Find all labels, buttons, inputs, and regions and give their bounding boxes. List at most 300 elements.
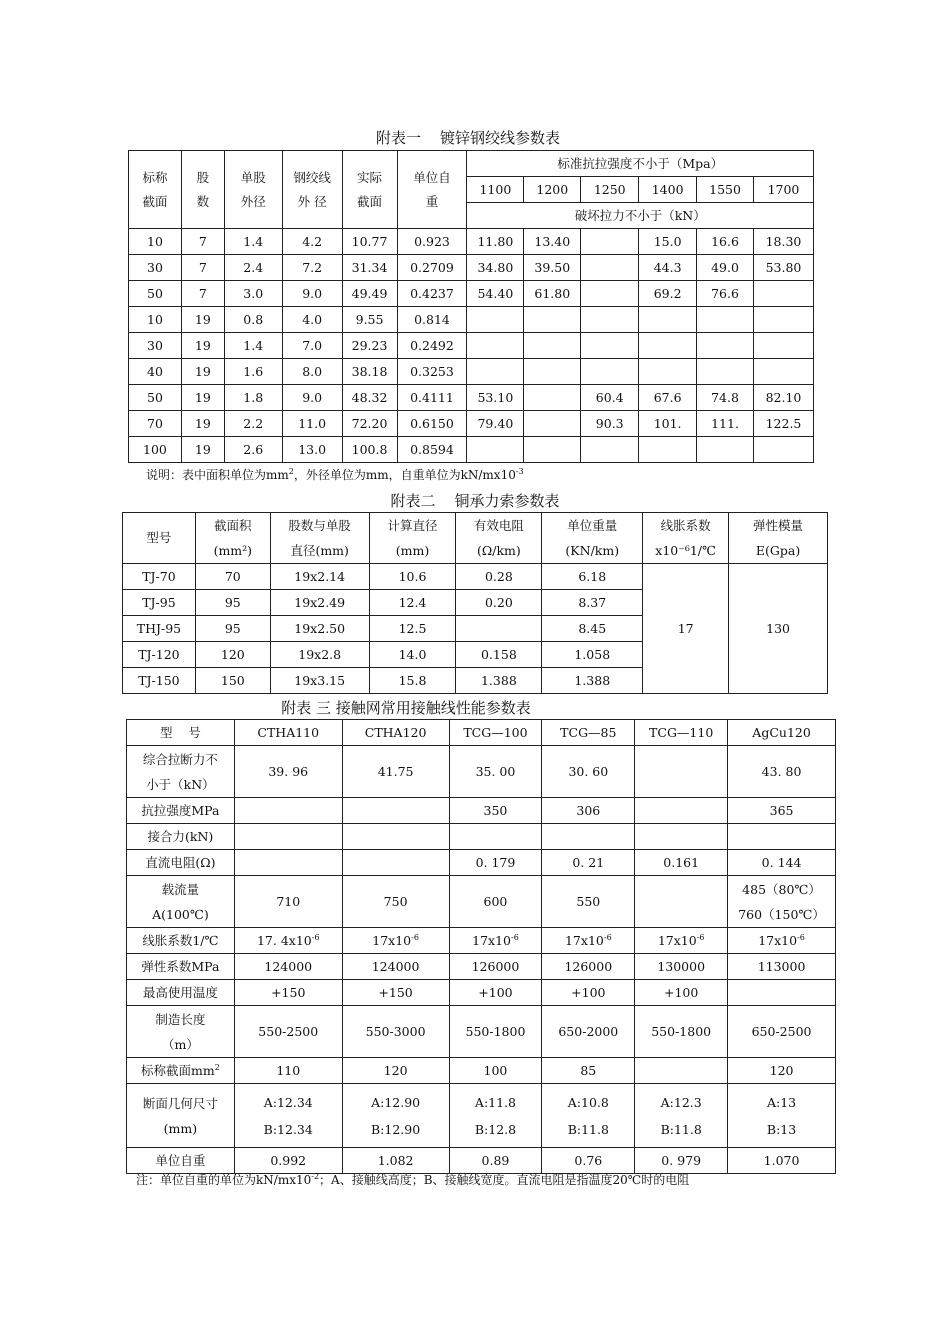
table1-row	[129, 281, 814, 307]
cell-line: 直径(mm)	[290, 543, 349, 558]
table2-cell: 150	[195, 668, 270, 694]
exponent: -6	[411, 932, 419, 942]
table1-cell: 16.6	[697, 229, 754, 255]
table3-cell	[635, 876, 728, 928]
cell-line: A:12.3	[660, 1094, 702, 1110]
table1-cell	[697, 307, 754, 333]
table3-cell: 0. 179	[449, 850, 542, 876]
table1-cell: 39.50	[524, 255, 581, 281]
cell-line: 485（80℃）	[742, 881, 821, 897]
table1-cell: 10	[129, 307, 182, 333]
table1-strength: 1400	[639, 177, 697, 203]
table1-strength: 1700	[753, 177, 813, 203]
table3-model-header: TCG—110	[635, 720, 728, 746]
table3-cell: 85	[542, 1058, 635, 1084]
table1-body	[129, 229, 814, 463]
table1-cell	[581, 333, 639, 359]
table2-header-cell	[195, 513, 270, 564]
table1-cell: 0.2492	[397, 333, 467, 359]
table3-cell	[728, 928, 836, 954]
table3-cell: 120	[728, 1058, 836, 1084]
table1-cell	[467, 359, 524, 385]
table1-row	[129, 411, 814, 437]
table3-cell: 350	[449, 798, 542, 824]
cell-line: B:12.34	[263, 1121, 313, 1137]
table1-cell: 9.0	[282, 281, 342, 307]
cell-line: A:13	[766, 1094, 797, 1110]
table3-cell: 550-1800	[449, 1006, 542, 1058]
table3-row-label	[127, 876, 235, 928]
table1-cell: 9.0	[282, 385, 342, 411]
table3-row-elastic	[127, 954, 836, 980]
table1-cell	[581, 359, 639, 385]
cell-line: B:11.8	[660, 1121, 702, 1137]
table1-header-strands: 股 数	[181, 151, 224, 229]
cell-line: (mm)	[395, 543, 430, 558]
table1-cell	[524, 385, 581, 411]
table1-cell: 2.6	[224, 437, 282, 463]
table1-cell	[753, 307, 813, 333]
table1-cell: 0.4237	[397, 281, 467, 307]
table3-row-expansion	[127, 928, 836, 954]
table1-cell: 29.23	[342, 333, 397, 359]
table1-note: 说明：表中面积单位为$mm^2$，外径单位为mm，自重单位为$kN/mx10^{-3}$	[146, 467, 524, 482]
table1-cell: 11.0	[282, 411, 342, 437]
table2-header-cell: 型号	[123, 513, 196, 564]
table3-cell	[342, 928, 449, 954]
table1-cell	[467, 333, 524, 359]
table1-cell: 2.4	[224, 255, 282, 281]
cell-line: 单位重量	[567, 518, 618, 533]
table3-cell: 0.161	[635, 850, 728, 876]
table3-cell: +100	[449, 980, 542, 1006]
table2-cell	[456, 616, 542, 642]
table1-header-actual-area: 实际 截面	[342, 151, 397, 229]
table2-header-cell	[542, 513, 643, 564]
table3-cell: 1.070	[728, 1148, 836, 1174]
table1-cell: 7	[181, 255, 224, 281]
table3-cell	[728, 980, 836, 1006]
table2-header-cell	[729, 513, 828, 564]
exponent: -6	[696, 932, 705, 942]
table3-cell: 113000	[728, 954, 836, 980]
cell-line: 股数与单股	[288, 518, 351, 533]
table1-cell: 60.4	[581, 385, 639, 411]
table1-cell: 49.0	[697, 255, 754, 281]
cell-line: (KN/km)	[565, 543, 620, 558]
table1-cell: 2.2	[224, 411, 282, 437]
table3-row-label: 最高使用温度	[127, 980, 235, 1006]
table3-cell	[728, 876, 836, 928]
table1-row	[129, 255, 814, 281]
table3-row-max_temp	[127, 980, 836, 1006]
table2-cell: 10.6	[369, 564, 456, 590]
table3-cell	[635, 928, 728, 954]
table3-cell	[728, 1084, 836, 1148]
table3-row-weight	[127, 1148, 836, 1174]
table3-row-label: 接合力(kN)	[127, 824, 235, 850]
table1-cell: 69.2	[639, 281, 697, 307]
table1-cell	[697, 437, 754, 463]
table3-cell: 550-1800	[635, 1006, 728, 1058]
table2-header-cell	[456, 513, 542, 564]
table1-cell: 1.6	[224, 359, 282, 385]
table3-cell: 550	[542, 876, 635, 928]
table3-cell	[234, 1084, 342, 1148]
table3-cell	[728, 824, 836, 850]
table1-cell: 4.0	[282, 307, 342, 333]
table1-cell: 10.77	[342, 229, 397, 255]
table1-cell: 30	[129, 255, 182, 281]
table3-model-header: TCG—85	[542, 720, 635, 746]
table2-cell: 19x2.14	[270, 564, 369, 590]
table1-cell	[581, 281, 639, 307]
table1-strength: 1550	[697, 177, 754, 203]
table1-cell	[524, 411, 581, 437]
table2-cell: TJ-120	[123, 642, 196, 668]
table3-header-label: 型 号	[127, 720, 235, 746]
table1-cell: 7	[181, 281, 224, 307]
table3-model-header: TCG—100	[449, 720, 542, 746]
exponent: 2	[214, 1062, 220, 1072]
table3	[126, 719, 836, 1174]
table1-cell: 7	[181, 229, 224, 255]
table3-cell: 124000	[234, 954, 342, 980]
table1-cell: 19	[181, 437, 224, 463]
table3-cell: 120	[342, 1058, 449, 1084]
table1-cell: 0.814	[397, 307, 467, 333]
table1-cell: 70	[129, 411, 182, 437]
table3-cell: 39. 96	[234, 746, 342, 798]
table1-row	[129, 385, 814, 411]
table3-row-resistance	[127, 850, 836, 876]
table3-row-length	[127, 1006, 836, 1058]
table1-cell: 111.	[697, 411, 754, 437]
table1-cell	[753, 359, 813, 385]
cell-line: 线胀系数	[660, 518, 711, 533]
table1-header-single-dia: 单股 外径	[224, 151, 282, 229]
table1-cell: 40	[129, 359, 182, 385]
table3-row-bond	[127, 824, 836, 850]
table2-cell: 1.058	[542, 642, 643, 668]
table3-cell: 550-3000	[342, 1006, 449, 1058]
label-text: 标称截面mm	[141, 1062, 215, 1078]
table2-cell: 12.4	[369, 590, 456, 616]
exponent: -6	[603, 932, 612, 942]
cell-line: 计算直径	[387, 518, 438, 533]
table2-cell: 70	[195, 564, 270, 590]
cell-line: 弹性模量	[753, 518, 804, 533]
table1-cell: 7.0	[282, 333, 342, 359]
table2-cell: TJ-95	[123, 590, 196, 616]
table1-cell: 90.3	[581, 411, 639, 437]
table2-header-cell	[270, 513, 369, 564]
cell-line: B:13	[766, 1121, 797, 1137]
table1-cell: 19	[181, 411, 224, 437]
table3-model-header: CTHA120	[342, 720, 449, 746]
table1-cell: 79.40	[467, 411, 524, 437]
table1-cell: 72.20	[342, 411, 397, 437]
table3-row-label: 弹性系数MPa	[127, 954, 235, 980]
table2-cell: THJ-95	[123, 616, 196, 642]
table1-cell: 0.8	[224, 307, 282, 333]
cell-line: A(100℃)	[152, 906, 209, 922]
table1-cell: 122.5	[753, 411, 813, 437]
table1-cell: 54.40	[467, 281, 524, 307]
table3-cell	[635, 746, 728, 798]
table3-cell: 35. 00	[449, 746, 542, 798]
table1-cell	[639, 307, 697, 333]
table1-cell	[524, 359, 581, 385]
table2-cell: TJ-70	[123, 564, 196, 590]
table1-cell	[581, 307, 639, 333]
table1-strength: 1200	[524, 177, 581, 203]
table3-row-label: 直流电阻(Ω)	[127, 850, 235, 876]
table1-cell: 67.6	[639, 385, 697, 411]
table1-cell: 9.55	[342, 307, 397, 333]
table2-cell: 19x2.49	[270, 590, 369, 616]
table3-cell	[342, 798, 449, 824]
table2-cell: 19x2.50	[270, 616, 369, 642]
table2-cell: 8.45	[542, 616, 643, 642]
table1-cell: 18.30	[753, 229, 813, 255]
table1-cell: 61.80	[524, 281, 581, 307]
value-text: 17x10	[758, 932, 798, 948]
cell-line: 有效电阻	[473, 518, 524, 533]
table1-cell	[581, 437, 639, 463]
table1-cell: 0.8594	[397, 437, 467, 463]
table1-strength: 1100	[467, 177, 524, 203]
table2-cell: 1.388	[542, 668, 643, 694]
value-text: 17x10	[657, 932, 697, 948]
table3-cell	[234, 928, 342, 954]
table1-cell	[639, 437, 697, 463]
value-text: 17. 4x10	[256, 932, 312, 948]
table2-modulus-cell: 130	[729, 564, 828, 694]
table3-cell: 600	[449, 876, 542, 928]
table1-header-strand-dia: 钢绞线 外 径	[282, 151, 342, 229]
table3-cell	[342, 1084, 449, 1148]
table3-cell: +150	[234, 980, 342, 1006]
table3-cell	[342, 850, 449, 876]
table1-row	[129, 307, 814, 333]
table3-cell	[234, 798, 342, 824]
table1-cell	[581, 229, 639, 255]
table2-header-cell	[643, 513, 729, 564]
table1-cell: 15.0	[639, 229, 697, 255]
exponent: -6	[797, 932, 805, 942]
table1-row	[129, 333, 814, 359]
table1-cell	[467, 437, 524, 463]
table3-row-label	[127, 1006, 235, 1058]
table2-cell: 120	[195, 642, 270, 668]
table1-cell: 19	[181, 307, 224, 333]
value-text: 17x10	[472, 932, 511, 948]
table1-row	[129, 359, 814, 385]
table1-cell: 44.3	[639, 255, 697, 281]
table3-cell	[635, 1084, 728, 1148]
cell-line: 截面积	[214, 518, 252, 533]
table3-cell	[542, 928, 635, 954]
table3-cell: 1.082	[342, 1148, 449, 1174]
table3-cell: 0.89	[449, 1148, 542, 1174]
table3-cell: +100	[542, 980, 635, 1006]
table3-cell: 306	[542, 798, 635, 824]
table2-header-row	[123, 513, 828, 564]
cell-line: B:12.8	[474, 1121, 517, 1137]
table1-cell: 0.4111	[397, 385, 467, 411]
table2-cell: 19x3.15	[270, 668, 369, 694]
table3-cell: 110	[234, 1058, 342, 1084]
table1-header-strength-group: 标准抗拉强度不小于（Mpa）	[467, 151, 814, 177]
table1-cell: 19	[181, 359, 224, 385]
table3-cell: 0.992	[234, 1148, 342, 1174]
table1-cell: 13.40	[524, 229, 581, 255]
table1-cell	[697, 333, 754, 359]
table1-cell: 4.2	[282, 229, 342, 255]
table3-cell: 0. 144	[728, 850, 836, 876]
table1-cell: 100	[129, 437, 182, 463]
table2-cell: 95	[195, 616, 270, 642]
table2-cell: 6.18	[542, 564, 643, 590]
table1-cell: 31.34	[342, 255, 397, 281]
table3-header-row	[127, 720, 836, 746]
table1	[128, 150, 814, 463]
table2-header-cell	[369, 513, 456, 564]
table1-row	[129, 437, 814, 463]
table3-cell: 100	[449, 1058, 542, 1084]
table1-cell: 8.0	[282, 359, 342, 385]
table1-cell: 100.8	[342, 437, 397, 463]
table1-cell: 11.80	[467, 229, 524, 255]
cell-line: A:10.8	[567, 1094, 609, 1110]
table3-row-strength	[127, 798, 836, 824]
cell-line: (Ω/km)	[477, 543, 521, 558]
table1-cell: 19	[181, 333, 224, 359]
table3-row-label: 线胀系数1/℃	[127, 928, 235, 954]
table1-cell: 7.2	[282, 255, 342, 281]
table2-cell: 0.158	[456, 642, 542, 668]
table2	[122, 512, 828, 694]
table2-cell: 14.0	[369, 642, 456, 668]
cell-line: (mm)	[163, 1120, 198, 1136]
cell-line: (mm²)	[213, 543, 253, 558]
table3-cell: 710	[234, 876, 342, 928]
table3-row-label	[127, 746, 235, 798]
table1-cell	[753, 437, 813, 463]
table3-cell	[234, 824, 342, 850]
table1-cell	[524, 437, 581, 463]
table3-row-label	[127, 1058, 235, 1084]
cell-line: B:11.8	[567, 1121, 609, 1137]
table3-cell	[635, 1058, 728, 1084]
value-text: 17x10	[564, 932, 604, 948]
table2-cell: 15.8	[369, 668, 456, 694]
table1-cell	[581, 255, 639, 281]
table3-row-current	[127, 876, 836, 928]
exponent: -6	[511, 932, 519, 942]
table1-row	[129, 229, 814, 255]
table3-model-header: CTHA110	[234, 720, 342, 746]
table2-cell: 19x2.8	[270, 642, 369, 668]
table2-cell: 1.388	[456, 668, 542, 694]
table1-cell: 0.2709	[397, 255, 467, 281]
table1-cell: 1.4	[224, 333, 282, 359]
table3-cell: 650-2000	[542, 1006, 635, 1058]
table2-cell: 95	[195, 590, 270, 616]
table1-cell	[467, 307, 524, 333]
table3-cell	[635, 824, 728, 850]
table1-title: 附表一 镀锌钢绞线参数表	[375, 129, 561, 147]
table1-cell: 1.4	[224, 229, 282, 255]
table3-row-label	[127, 1084, 235, 1148]
table3-body	[127, 720, 836, 1174]
table3-cell	[342, 824, 449, 850]
table1-cell: 74.8	[697, 385, 754, 411]
table3-cell: 650-2500	[728, 1006, 836, 1058]
table3-cell: 0. 21	[542, 850, 635, 876]
table3-row-area	[127, 1058, 836, 1084]
table3-note: 注：单位自重的单位为$kN/mx10^{-2}$；A、接触线高度；B、接触线宽度。直流电阻是指温度20℃时的电阻	[136, 1172, 690, 1187]
table1-cell: 82.10	[753, 385, 813, 411]
exponent: -6	[311, 932, 320, 942]
table3-cell: 126000	[449, 954, 542, 980]
table1-cell	[639, 359, 697, 385]
table1-cell: 0.3253	[397, 359, 467, 385]
table1-cell: 101.	[639, 411, 697, 437]
table1-cell: 50	[129, 281, 182, 307]
table1-cell	[753, 281, 813, 307]
table3-cell: 126000	[542, 954, 635, 980]
table3-cell	[542, 824, 635, 850]
table2-cell: TJ-150	[123, 668, 196, 694]
table1-cell: 30	[129, 333, 182, 359]
table3-cell	[542, 1084, 635, 1148]
table1-cell: 49.49	[342, 281, 397, 307]
table1-header-row1	[129, 151, 814, 177]
table1-cell: 3.0	[224, 281, 282, 307]
table3-cell: +100	[635, 980, 728, 1006]
table3-cell	[449, 1084, 542, 1148]
table1-cell: 38.18	[342, 359, 397, 385]
table1-header-unit-weight: 单位自 重	[397, 151, 467, 229]
table3-cell: +150	[342, 980, 449, 1006]
table3-cell	[635, 798, 728, 824]
table3-title: 附表 三 接触网常用接触线性能参数表	[281, 699, 531, 717]
table1-cell: 53.10	[467, 385, 524, 411]
table1-cell: 53.80	[753, 255, 813, 281]
cell-line: 断面几何尺寸	[142, 1095, 218, 1111]
cell-line: 制造长度	[155, 1011, 206, 1027]
table2-title: 附表二 铜承力索参数表	[390, 492, 560, 510]
table1-cell: 50	[129, 385, 182, 411]
table2-cell: 0.20	[456, 590, 542, 616]
table1-cell: 1.8	[224, 385, 282, 411]
table1-cell: 19	[181, 385, 224, 411]
table2-cell: 12.5	[369, 616, 456, 642]
table3-cell: 365	[728, 798, 836, 824]
table3-cell	[234, 850, 342, 876]
table1-cell	[524, 333, 581, 359]
cell-line: x10⁻⁶1/℃	[655, 543, 716, 558]
table3-cell: 30. 60	[542, 746, 635, 798]
cell-line: 760（150℃）	[738, 906, 825, 922]
table3-row-tensile	[127, 746, 836, 798]
cell-line: B:12.90	[371, 1121, 421, 1137]
table3-cell: 550-2500	[234, 1006, 342, 1058]
cell-line: A:12.90	[371, 1094, 421, 1110]
table1-cell	[697, 359, 754, 385]
